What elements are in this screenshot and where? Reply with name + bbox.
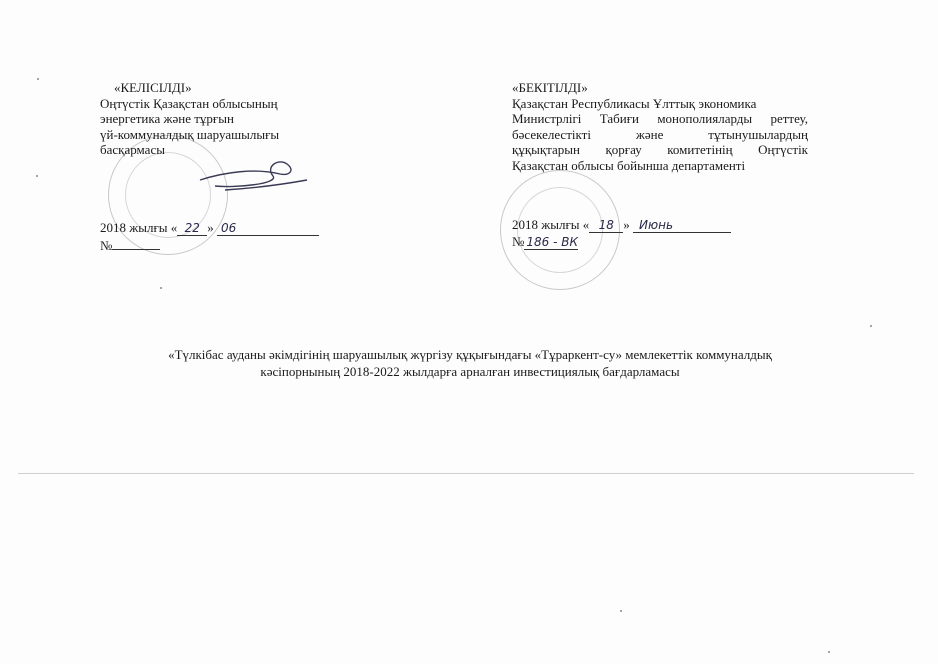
right-number-value: 186 - ВК xyxy=(526,235,579,249)
left-number-row xyxy=(100,237,160,254)
left-line-4: басқармасы xyxy=(100,142,165,157)
right-date-day: 18 xyxy=(589,218,623,233)
scan-speck xyxy=(828,651,830,653)
scan-speck xyxy=(870,325,872,327)
right-number-row xyxy=(512,234,578,250)
left-number-blank xyxy=(112,237,160,250)
left-signature xyxy=(195,150,315,200)
left-line-1: Оңтүстік Қазақстан облысының xyxy=(100,95,278,111)
left-date-row xyxy=(100,220,319,236)
left-date-prefix: 2018 жылғы « xyxy=(100,220,178,235)
right-heading: «БЕКІТІЛДІ» xyxy=(512,80,588,95)
scan-speck xyxy=(160,287,162,289)
scan-speck xyxy=(36,175,38,177)
right-line-1: Қазақстан Республикасы Ұлттық экономика xyxy=(512,95,757,111)
left-date-sep: » xyxy=(207,220,214,235)
right-number-prefix: № xyxy=(512,234,525,249)
scan-speck xyxy=(620,610,622,612)
program-title-line-1: «Түлкібас ауданы әкімдігінің шаруашылық жүргізу құқығындағы «Тұраркент-су» мемлекеттік коммуналдық xyxy=(168,347,772,362)
right-date-row xyxy=(512,217,731,233)
left-heading: «КЕЛІСІЛДІ» xyxy=(114,80,192,95)
right-line-5: Қазақстан облысы бойынша департаменті xyxy=(512,157,746,173)
right-date-sep: » xyxy=(623,217,630,232)
scan-divider-line xyxy=(18,473,914,474)
left-number-prefix: № xyxy=(100,238,113,253)
program-title-line-2: кәсіпорнының 2018-2022 жылдарға арналған инвестициялық бағдарламасы xyxy=(260,364,680,379)
left-date-month: 06 xyxy=(217,221,319,236)
right-line-3: бәсекелестікті және тұтынушылардың xyxy=(512,126,808,142)
left-date-day: 22 xyxy=(177,221,207,236)
left-approval-block xyxy=(100,80,340,158)
right-line-2: Министрлігі Табиғи монополияларды реттеу, xyxy=(512,111,808,126)
scan-speck xyxy=(37,78,39,80)
right-date-prefix: 2018 жылғы « xyxy=(512,217,590,232)
left-line-3: үй-коммуналдық шаруашылығы xyxy=(100,126,280,142)
left-line-2: энергетика және тұрғын xyxy=(100,111,234,126)
right-approval-block xyxy=(512,80,808,173)
right-line-4: құқықтарын қорғау комитетінің Оңтүстік xyxy=(512,142,808,157)
right-date-month: Июнь xyxy=(633,218,731,233)
